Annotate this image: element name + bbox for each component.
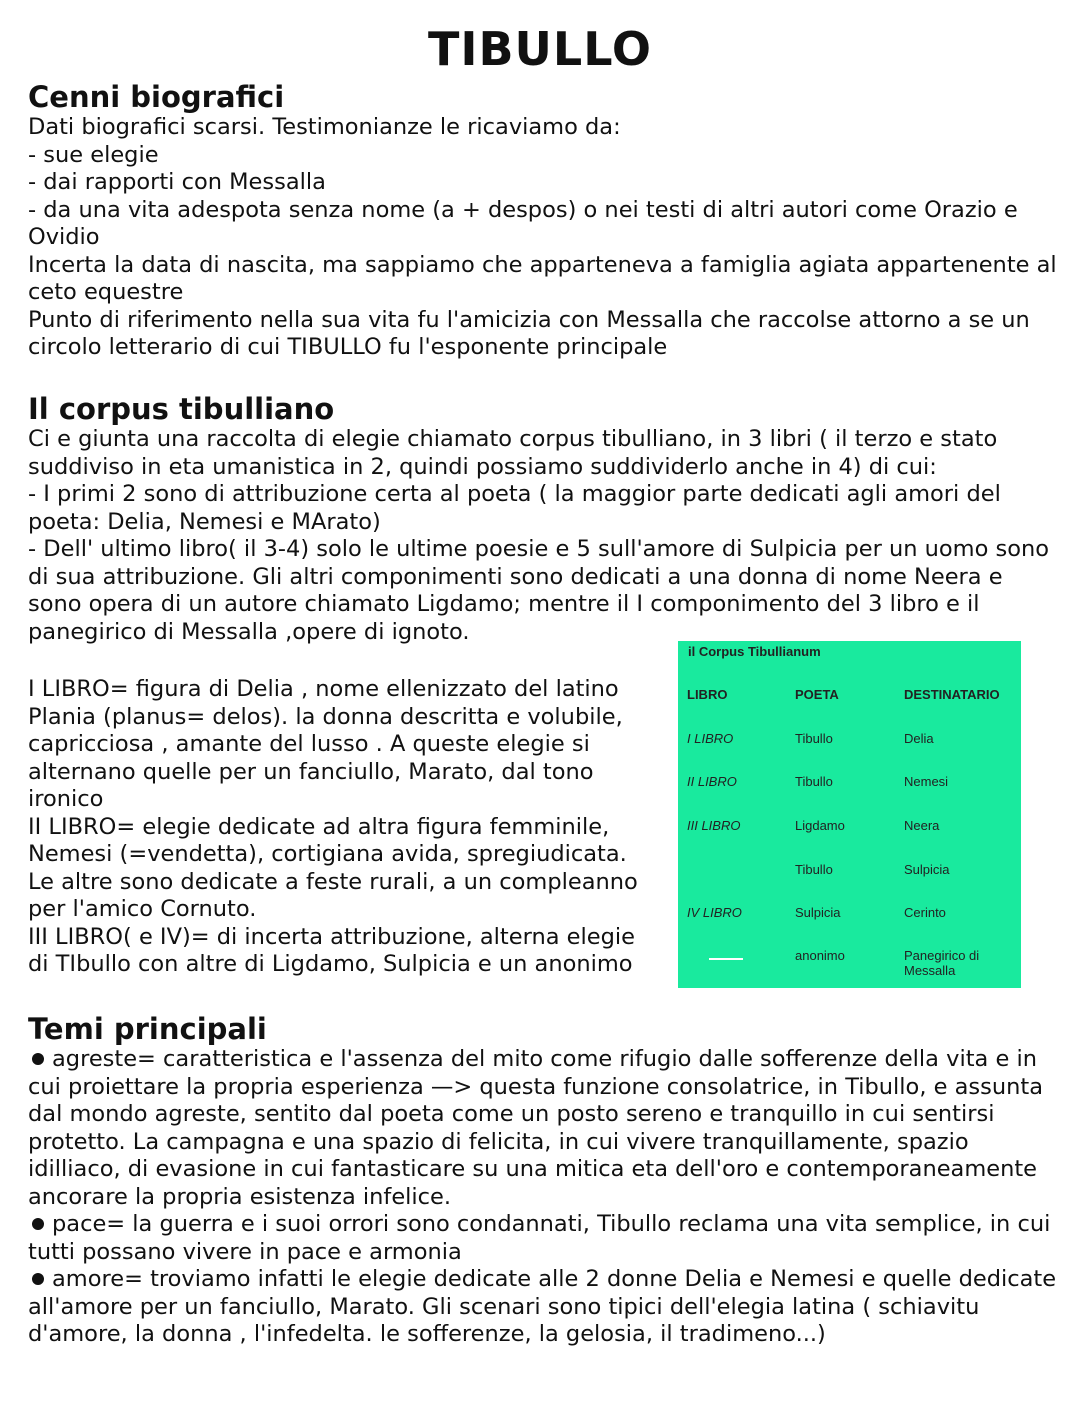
bio-line: - dai rapporti con Messalla	[28, 169, 326, 195]
table-row	[678, 731, 1021, 769]
bio-line: Punto di riferimento nella sua vita fu l'amicizia con Messalla che raccolse attorno a se un circolo letterario di cui TIBULLO fu l'esponente principale	[28, 306, 1030, 360]
page-title: TIBULLO	[428, 22, 652, 76]
theme-text: amore= troviamo infatti le elegie dedicate alle 2 donne Delia e Nemesi e quelle dedicate all'amore per un fanciullo, Marato. Gli scenari sono tipici dell'elegia latina ( schiavitu d'amore, la donna , l'infedelta. le sofferenze, la gelosia, il tradimeno...)	[28, 1266, 1057, 1347]
table-row	[678, 905, 1021, 943]
cell-poeta: Ligdamo	[795, 818, 845, 833]
theme-item	[28, 1211, 1058, 1266]
cell-destinatario: Sulpicia	[904, 862, 950, 877]
table-row	[678, 818, 1021, 856]
header-libro: LIBRO	[687, 687, 728, 702]
table-caption: il Corpus Tibullianum	[688, 644, 821, 659]
cell-poeta: Sulpicia	[795, 905, 841, 920]
table-row	[678, 948, 1021, 986]
cell-libro-empty	[687, 948, 787, 963]
cell-poeta: Tibullo	[795, 731, 833, 746]
bio-line: Incerta la data di nascita, ma sappiamo che apparteneva a famiglia agiata appartenente al ceto equestre	[28, 251, 1057, 305]
cell-poeta: anonimo	[795, 948, 845, 963]
header-poeta: POETA	[795, 687, 839, 702]
cell-libro: IV LIBRO	[687, 905, 742, 920]
corpus-heading: Il corpus tibulliano	[28, 392, 335, 426]
header-destinatario: DESTINATARIO	[904, 687, 1000, 702]
bullet-icon	[32, 1273, 44, 1285]
themes-heading: Temi principali	[28, 1012, 267, 1046]
section-biography	[28, 80, 1058, 362]
cell-poeta: Tibullo	[795, 862, 833, 877]
corpus-line: - Dell' ultimo libro( il 3-4) solo le ultime poesie e 5 sull'amore di Sulpicia per un uomo sono di sua attribuzione. Gli altri componimenti sono dedicati a una donna di nome Neera e sono opera di un autore chiamato Ligdamo; mentre il I componimento del 3 libro e il panegirico di Messalla ,opere di ignoto.	[28, 536, 1050, 645]
theme-text: agreste= caratteristica e l'assenza del mito come rifugio dalle sofferenze della vita e in cui proiettare la propria esperienza —> questa funzione consolatrice, in Tibullo, e assunta dal mondo agreste, sentito dal poeta come un posto sereno e tranquillo in cui sentirsi protetto. La campagna e una spazio di felicita, in cui vivere tranquillamente, spazio idilliaco, di evasione in cui fantasticare su una mitica eta dell'oro e contemporaneamente ancorare la propria esistenza infelice.	[28, 1046, 1043, 1210]
theme-item	[28, 1046, 1058, 1211]
bullet-icon	[32, 1218, 44, 1230]
cell-libro: I LIBRO	[687, 731, 734, 746]
cell-destinatario: Nemesi	[904, 774, 949, 789]
section-corpus	[28, 392, 1058, 646]
dash-divider	[709, 958, 743, 960]
bullet-icon	[32, 1053, 44, 1065]
section-books	[28, 676, 658, 979]
cell-destinatario: Cerinto	[904, 905, 946, 920]
cell-libro: III LIBRO	[687, 818, 741, 833]
cell-destinatario: Panegirico di Messalla	[904, 948, 980, 978]
theme-text: pace= la guerra e i suoi orrori sono condannati, Tibullo reclama una vita semplice, in cui tutti possano vivere in pace e armonia	[28, 1211, 1051, 1265]
themes-list	[28, 1046, 1058, 1349]
theme-item	[28, 1266, 1058, 1349]
table-header-row	[678, 687, 1021, 725]
bio-line: - sue elegie	[28, 141, 159, 168]
cell-destinatario: Neera	[904, 818, 940, 833]
cell-destinatario: Delia	[904, 731, 934, 746]
table-row	[678, 774, 1021, 812]
bio-line: Dati biografici scarsi. Testimonianze le ricaviamo da:	[28, 114, 621, 140]
cell-libro: II LIBRO	[687, 774, 737, 789]
corpus-table	[678, 641, 1021, 988]
corpus-line: Ci e giunta una raccolta di elegie chiamato corpus tibulliano, in 3 libri ( il terzo e stato suddiviso in eta umanistica in 2, quindi possiamo suddividerlo anche in 4) di cui:	[28, 426, 998, 480]
section-themes	[28, 1012, 1058, 1349]
book-description: I LIBRO= figura di Delia , nome ellenizzato del latino Plania (planus= delos). la donna descritta e volubile, capricciosa , amante del lusso . A queste elegie si alternano quelle per un fanciullo, Marato, dal tono ironico	[28, 676, 623, 812]
cell-poeta: Tibullo	[795, 774, 833, 789]
book-description: II LIBRO= elegie dedicate ad altra figura femminile, Nemesi (=vendetta), cortigiana avida, spregiudicata. Le altre sono dedicate a feste rurali, a un compleanno per l'amico Cornuto.	[28, 813, 638, 922]
table-row	[678, 862, 1021, 900]
biography-heading: Cenni biografici	[28, 80, 285, 114]
book-description: III LIBRO( e IV)= di incerta attribuzione, alterna elegie di TIbullo con altre di Ligdamo, Sulpicia e un anonimo	[28, 923, 635, 977]
corpus-line: - I primi 2 sono di attribuzione certa al poeta ( la maggior parte dedicati agli amori del poeta: Delia, Nemesi e MArato)	[28, 481, 1001, 535]
bio-line: - da una vita adespota senza nome (a + despos) o nei testi di altri autori come Orazio e Ovidio	[28, 196, 1018, 250]
